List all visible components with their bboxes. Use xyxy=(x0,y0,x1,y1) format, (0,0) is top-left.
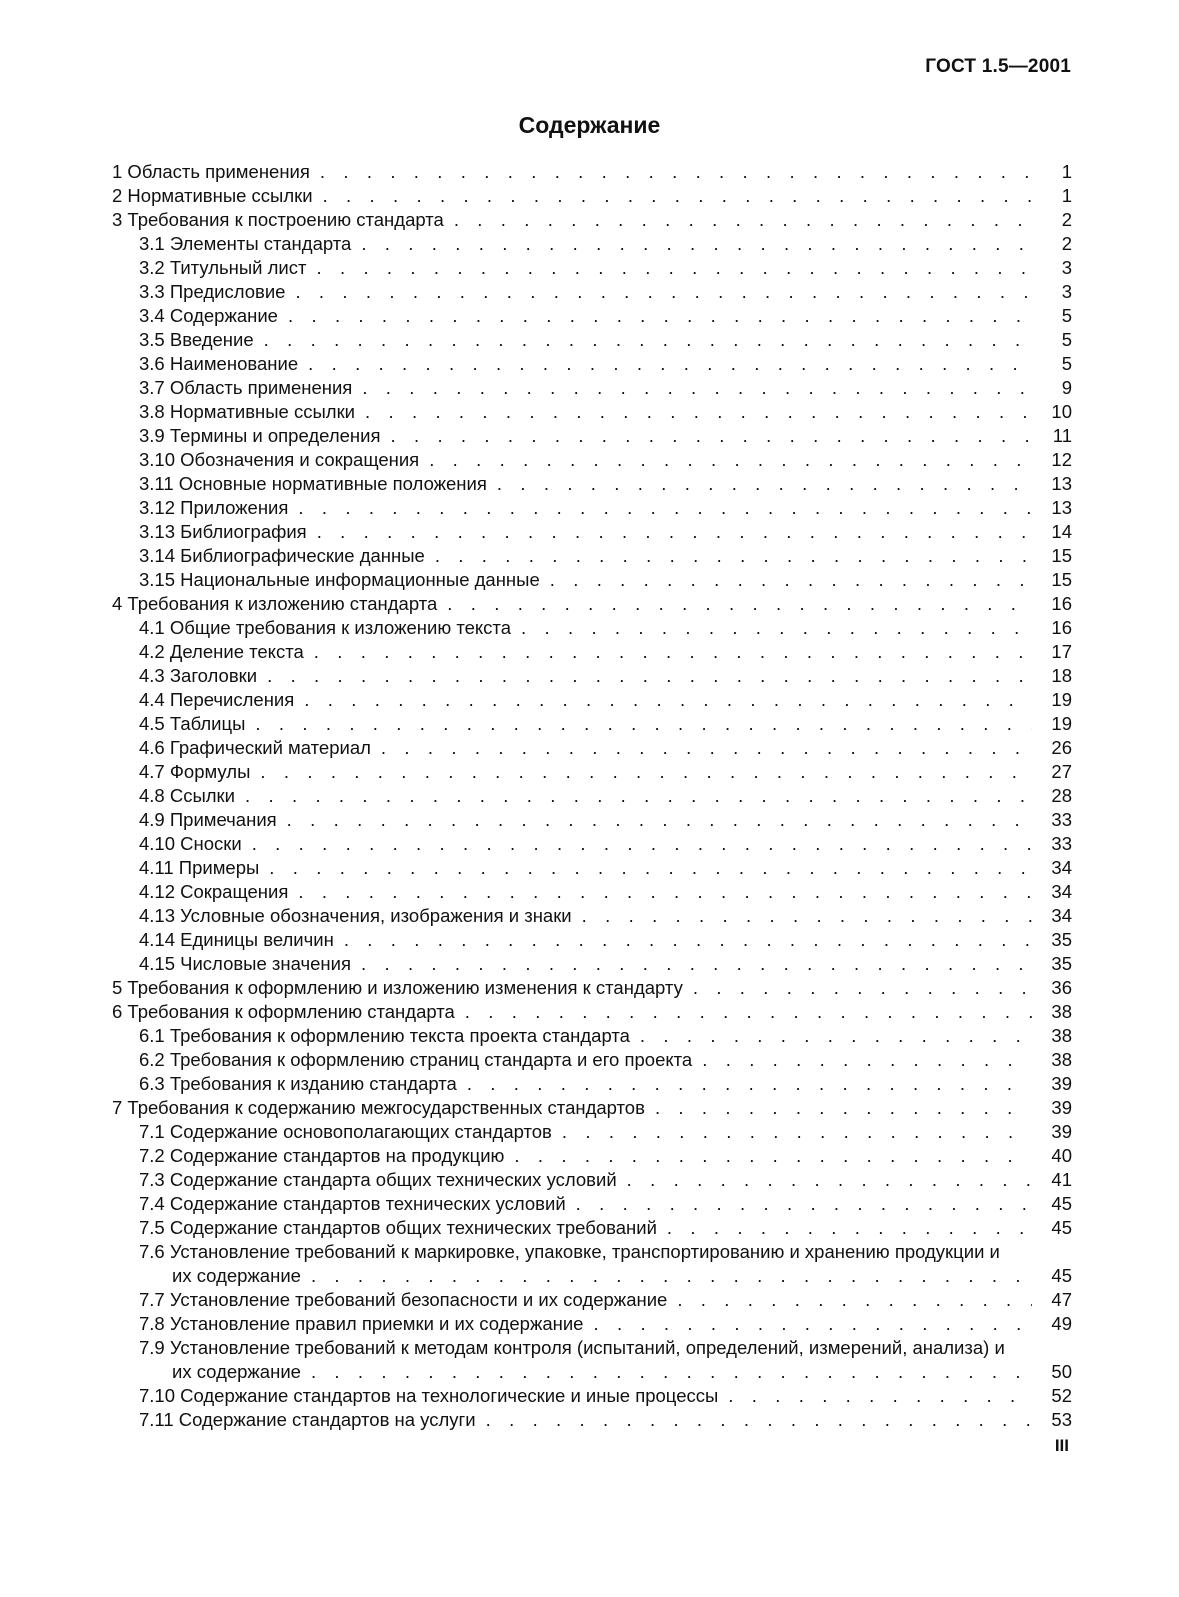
toc-entry-title: 4.2 Деление текста xyxy=(139,641,304,662)
toc-entry-page: 2 xyxy=(1061,209,1072,230)
toc-leader-dots xyxy=(447,592,1032,616)
toc-leader-dots xyxy=(702,1048,1032,1072)
toc-leader-dots xyxy=(728,1384,1032,1408)
toc-entry-page: 38 xyxy=(1051,1001,1072,1022)
toc-leader-dots xyxy=(390,424,1032,448)
toc-entry-title: 4.1 Общие требования к изложению текста xyxy=(139,617,511,638)
toc-entry-title: 7.5 Содержание стандартов общих технических требований xyxy=(139,1217,657,1238)
toc-entry-title: 4.7 Формулы xyxy=(139,761,251,782)
toc-entry xyxy=(112,184,1072,208)
toc-leader-dots xyxy=(323,184,1032,208)
toc-entry-page: 34 xyxy=(1051,857,1072,878)
toc-entry-page: 53 xyxy=(1051,1409,1072,1430)
toc-leader-dots xyxy=(435,544,1032,568)
toc-entry xyxy=(112,400,1072,424)
toc-entry-title: 3.14 Библиографические данные xyxy=(139,545,425,566)
toc-leader-dots xyxy=(521,616,1032,640)
toc-entry-title: 6.2 Требования к оформлению страниц стандарта и его проекта xyxy=(139,1049,693,1070)
toc-entry-page: 38 xyxy=(1051,1025,1072,1046)
toc-leader-dots xyxy=(311,1264,1032,1288)
toc-entry-page: 1 xyxy=(1061,161,1072,182)
toc-entry xyxy=(112,1288,1072,1312)
toc-leader-dots xyxy=(693,976,1032,1000)
toc-entry-page: 45 xyxy=(1051,1193,1072,1214)
toc-entry xyxy=(112,736,1072,760)
toc-entry xyxy=(112,1144,1072,1168)
toc-entry-title: 3 Требования к построению стандарта xyxy=(112,209,444,230)
toc-entry-page: 12 xyxy=(1051,449,1072,470)
toc-leader-dots xyxy=(298,496,1032,520)
toc-entry-title: 4.6 Графический материал xyxy=(139,737,371,758)
toc-leader-dots xyxy=(267,664,1032,688)
toc-entry-page: 34 xyxy=(1051,905,1072,926)
toc-entry xyxy=(112,1096,1072,1120)
toc-entry xyxy=(112,1024,1072,1048)
toc-entry-title: 7.7 Установление требований безопасности и их содержание xyxy=(139,1289,668,1310)
toc-leader-dots xyxy=(677,1288,1032,1312)
toc-entry-page: 52 xyxy=(1051,1385,1072,1406)
toc-leader-dots xyxy=(361,232,1032,256)
toc-leader-dots xyxy=(365,400,1032,424)
toc-entry-title: 4.3 Заголовки xyxy=(139,665,258,686)
toc-entry-page: 40 xyxy=(1051,1145,1072,1166)
toc-entry xyxy=(112,352,1072,376)
toc-entry-title: 4.11 Примеры xyxy=(139,857,260,878)
toc-leader-dots xyxy=(295,280,1032,304)
table-of-contents xyxy=(112,160,1072,1432)
toc-leader-dots xyxy=(361,952,1032,976)
toc-entry-page: 3 xyxy=(1061,281,1072,302)
toc-entry xyxy=(112,376,1072,400)
toc-entry-page: 36 xyxy=(1051,977,1072,998)
toc-entry-title: 7.2 Содержание стандартов на продукцию xyxy=(139,1145,505,1166)
toc-entry-page: 39 xyxy=(1051,1097,1072,1118)
toc-leader-dots xyxy=(344,928,1032,952)
toc-entry-page: 49 xyxy=(1051,1313,1072,1334)
toc-entry-title: 6.1 Требования к оформлению текста проекта стандарта xyxy=(139,1025,630,1046)
toc-entry xyxy=(112,280,1072,304)
toc-entry xyxy=(112,808,1072,832)
toc-entry-page: 13 xyxy=(1051,497,1072,518)
toc-entry-page: 9 xyxy=(1061,377,1072,398)
toc-entry-page: 19 xyxy=(1051,689,1072,710)
toc-leader-dots xyxy=(311,1360,1032,1384)
toc-leader-dots xyxy=(465,1000,1032,1024)
toc-entry xyxy=(112,880,1072,904)
toc-leader-dots xyxy=(640,1024,1032,1048)
toc-entry-page: 35 xyxy=(1051,929,1072,950)
toc-leader-dots xyxy=(252,832,1032,856)
toc-leader-dots xyxy=(314,640,1032,664)
toc-entry-page: 28 xyxy=(1051,785,1072,806)
toc-entry-page: 5 xyxy=(1061,329,1072,350)
toc-entry-title: 7.6 Установление требований к маркировке, упаковке, транспортированию и хранению продукции и xyxy=(139,1241,1000,1262)
toc-leader-dots xyxy=(317,520,1032,544)
toc-leader-dots xyxy=(429,448,1032,472)
toc-entry xyxy=(112,760,1072,784)
toc-entry xyxy=(112,304,1072,328)
toc-entry-title: 7.1 Содержание основополагающих стандартов xyxy=(139,1121,552,1142)
toc-leader-dots xyxy=(627,1168,1032,1192)
toc-entry-title: 3.11 Основные нормативные положения xyxy=(139,473,487,494)
toc-leader-dots xyxy=(308,352,1032,376)
toc-entry xyxy=(112,976,1072,1000)
toc-entry-page: 39 xyxy=(1051,1073,1072,1094)
toc-entry-title: 3.8 Нормативные ссылки xyxy=(139,401,355,422)
toc-entry-page: 19 xyxy=(1051,713,1072,734)
toc-entry-page: 41 xyxy=(1051,1169,1072,1190)
toc-entry xyxy=(112,424,1072,448)
toc-entry xyxy=(112,832,1072,856)
toc-entry-title: 4.15 Числовые значения xyxy=(139,953,351,974)
toc-leader-dots xyxy=(298,880,1032,904)
toc-entry-page: 15 xyxy=(1051,545,1072,566)
toc-leader-dots xyxy=(362,376,1032,400)
toc-entry-title: 4.5 Таблицы xyxy=(139,713,246,734)
toc-entry xyxy=(112,592,1072,616)
toc-entry-page: 39 xyxy=(1051,1121,1072,1142)
toc-entry-title: 4.14 Единицы величин xyxy=(139,929,334,950)
toc-entry-title: 6 Требования к оформлению стандарта xyxy=(112,1001,455,1022)
toc-entry-title: 4.9 Примечания xyxy=(139,809,277,830)
toc-entry xyxy=(112,1384,1072,1408)
toc-entry-title: 6.3 Требования к изданию стандарта xyxy=(139,1073,457,1094)
toc-entry xyxy=(112,496,1072,520)
toc-entry xyxy=(112,1336,1072,1360)
toc-entry xyxy=(112,1120,1072,1144)
toc-entry xyxy=(112,1216,1072,1240)
toc-leader-dots xyxy=(667,1216,1032,1240)
document-code: ГОСТ 1.5—2001 xyxy=(925,56,1071,77)
toc-entry xyxy=(112,928,1072,952)
toc-entry-page: 35 xyxy=(1051,953,1072,974)
toc-entry xyxy=(112,856,1072,880)
toc-entry xyxy=(112,1168,1072,1192)
toc-entry-title: 4.13 Условные обозначения, изображения и знаки xyxy=(139,905,572,926)
toc-entry xyxy=(112,904,1072,928)
toc-entry xyxy=(112,784,1072,808)
toc-leader-dots xyxy=(486,1408,1032,1432)
toc-leader-dots xyxy=(269,856,1032,880)
toc-leader-dots xyxy=(320,160,1032,184)
toc-entry-page: 1 xyxy=(1061,185,1072,206)
toc-entry-title: 7.4 Содержание стандартов технических условий xyxy=(139,1193,566,1214)
toc-entry-title: 3.13 Библиография xyxy=(139,521,307,542)
toc-entry-page: 47 xyxy=(1051,1289,1072,1310)
toc-entry-title: 7.3 Содержание стандарта общих технических условий xyxy=(139,1169,617,1190)
toc-entry xyxy=(112,952,1072,976)
toc-entry xyxy=(112,1072,1072,1096)
toc-entry-title: 3.6 Наименование xyxy=(139,353,299,374)
toc-entry-page: 45 xyxy=(1051,1217,1072,1238)
toc-entry-title: 4.4 Перечисления xyxy=(139,689,295,710)
toc-entry xyxy=(112,1360,1072,1384)
toc-entry xyxy=(112,712,1072,736)
toc-entry-page: 17 xyxy=(1051,641,1072,662)
toc-entry-page: 18 xyxy=(1051,665,1072,686)
toc-leader-dots xyxy=(316,256,1032,280)
toc-entry-title: 3.4 Содержание xyxy=(139,305,278,326)
toc-entry-page: 16 xyxy=(1051,593,1072,614)
toc-entry-title: 3.1 Элементы стандарта xyxy=(139,233,352,254)
toc-entry xyxy=(112,1264,1072,1288)
toc-entry-page: 33 xyxy=(1051,833,1072,854)
toc-entry xyxy=(112,616,1072,640)
toc-leader-dots xyxy=(593,1312,1032,1336)
toc-entry-title: 3.3 Предисловие xyxy=(139,281,286,302)
toc-leader-dots xyxy=(381,736,1032,760)
toc-entry-title: 7 Требования к содержанию межгосударственных стандартов xyxy=(112,1097,645,1118)
toc-leader-dots xyxy=(562,1120,1032,1144)
toc-entry xyxy=(112,1048,1072,1072)
toc-entry xyxy=(112,448,1072,472)
toc-entry-title: 7.10 Содержание стандартов на технологические и иные процессы xyxy=(139,1385,719,1406)
toc-entry-page: 16 xyxy=(1051,617,1072,638)
toc-entry-page: 27 xyxy=(1051,761,1072,782)
toc-leader-dots xyxy=(288,304,1032,328)
toc-entry xyxy=(112,160,1072,184)
toc-entry xyxy=(112,1312,1072,1336)
toc-entry-page: 34 xyxy=(1051,881,1072,902)
toc-leader-dots xyxy=(576,1192,1032,1216)
toc-entry xyxy=(112,568,1072,592)
toc-entry-title: 4.8 Ссылки xyxy=(139,785,235,806)
page-number: III xyxy=(1054,1436,1069,1455)
toc-leader-dots xyxy=(287,808,1032,832)
toc-entry xyxy=(112,1000,1072,1024)
toc-entry xyxy=(112,664,1072,688)
toc-entry-page: 38 xyxy=(1051,1049,1072,1070)
toc-entry-title: 3.5 Введение xyxy=(139,329,254,350)
toc-entry-page: 15 xyxy=(1051,569,1072,590)
page-title: Содержание xyxy=(518,112,661,138)
toc-entry xyxy=(112,520,1072,544)
toc-entry-page: 45 xyxy=(1051,1265,1072,1286)
toc-leader-dots xyxy=(550,568,1032,592)
toc-entry xyxy=(112,1240,1072,1264)
toc-leader-dots xyxy=(454,208,1032,232)
toc-leader-dots xyxy=(467,1072,1032,1096)
toc-entry-page: 14 xyxy=(1051,521,1072,542)
toc-entry-page: 10 xyxy=(1051,401,1072,422)
toc-entry-title: 7.11 Содержание стандартов на услуги xyxy=(139,1409,476,1430)
toc-entry-title: 4 Требования к изложению стандарта xyxy=(112,593,438,614)
toc-entry xyxy=(112,208,1072,232)
toc-entry-page: 5 xyxy=(1061,353,1072,374)
toc-entry-page: 3 xyxy=(1061,257,1072,278)
toc-entry-page: 2 xyxy=(1061,233,1072,254)
toc-entry-page: 26 xyxy=(1051,737,1072,758)
toc-entry-title: 1 Область применения xyxy=(112,161,310,182)
toc-entry-title: 7.8 Установление правил приемки и их содержание xyxy=(139,1313,584,1334)
toc-entry-page: 5 xyxy=(1061,305,1072,326)
toc-entry xyxy=(112,328,1072,352)
toc-leader-dots xyxy=(245,784,1032,808)
toc-leader-dots xyxy=(264,328,1032,352)
toc-entry-title: 3.15 Национальные информационные данные xyxy=(139,569,540,590)
toc-leader-dots xyxy=(304,688,1032,712)
toc-entry xyxy=(112,1192,1072,1216)
toc-entry xyxy=(112,1408,1072,1432)
toc-entry-page: 50 xyxy=(1051,1361,1072,1382)
toc-entry xyxy=(112,232,1072,256)
toc-entry xyxy=(112,640,1072,664)
toc-entry xyxy=(112,688,1072,712)
toc-entry-title: 3.7 Область применения xyxy=(139,377,353,398)
toc-entry xyxy=(112,256,1072,280)
toc-leader-dots xyxy=(514,1144,1032,1168)
toc-leader-dots xyxy=(255,712,1032,736)
toc-entry-title: 2 Нормативные ссылки xyxy=(112,185,313,206)
toc-entry-page: 11 xyxy=(1052,425,1072,446)
toc-entry-title: 3.12 Приложения xyxy=(139,497,289,518)
toc-leader-dots xyxy=(582,904,1032,928)
toc-entry-page: 33 xyxy=(1051,809,1072,830)
toc-entry-title: 3.10 Обозначения и сокращения xyxy=(139,449,420,470)
toc-entry-title: 4.10 Сноски xyxy=(139,833,242,854)
toc-leader-dots xyxy=(260,760,1032,784)
toc-entry-title: 7.9 Установление требований к методам контроля (испытаний, определений, измерений, анализа) и xyxy=(139,1337,1005,1358)
toc-entry-title: 4.12 Сокращения xyxy=(139,881,289,902)
toc-entry-title: их содержание xyxy=(172,1265,301,1286)
toc-entry-title: их содержание xyxy=(172,1361,301,1382)
toc-entry-page: 13 xyxy=(1051,473,1072,494)
toc-entry-title: 5 Требования к оформлению и изложению изменения к стандарту xyxy=(112,977,683,998)
toc-leader-dots xyxy=(655,1096,1032,1120)
toc-entry-title: 3.2 Титульный лист xyxy=(139,257,307,278)
toc-entry-title: 3.9 Термины и определения xyxy=(139,425,381,446)
toc-leader-dots xyxy=(497,472,1032,496)
toc-entry xyxy=(112,544,1072,568)
toc-entry xyxy=(112,472,1072,496)
